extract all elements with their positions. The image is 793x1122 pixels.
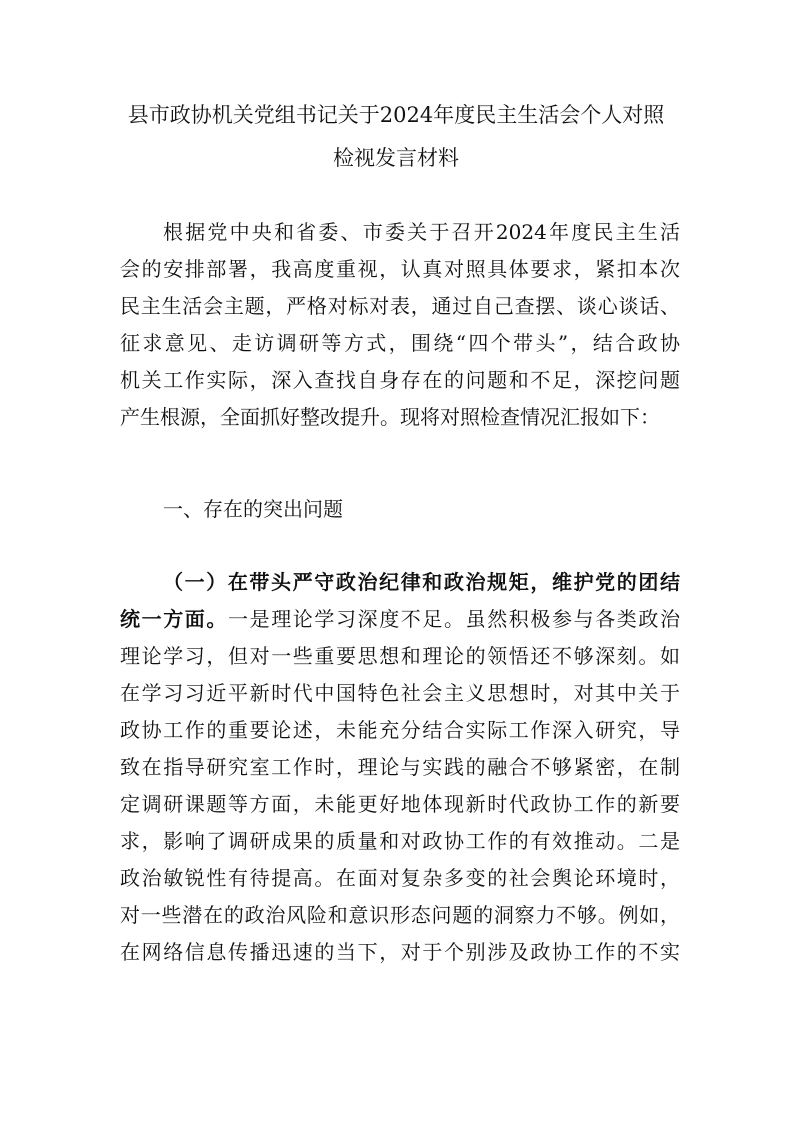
subsection-paragraph-line: 求，影响了调研成果的质量和对政协工作的有效推动。二是 (120, 829, 680, 853)
subsection-paragraph-line: 理论学习，但对一些重要思想和理论的领悟还不够深刻。如 (120, 644, 680, 668)
subsection-heading-tail: 统一方面。 (120, 607, 228, 631)
document-title-line-2: 检视发言材料 (333, 146, 459, 170)
intro-paragraph-line: 根据党中央和省委、市委关于召开2024年度民主生活 (163, 220, 680, 244)
subsection-paragraph-line: 政治敏锐性有待提高。在面对复杂多变的社会舆论环境时， (120, 866, 680, 890)
subsection-paragraph-line: 对一些潜在的政治风险和意识形态问题的洞察力不够。例如， (120, 903, 680, 927)
subsection-heading: （一）在带头严守政治纪律和政治规矩，维护党的团结 (163, 570, 680, 594)
section-heading: 一、存在的突出问题 (163, 497, 343, 521)
intro-paragraph-line: 民主生活会主题，严格对标对表，通过自己查摆、谈心谈话、 (120, 294, 680, 318)
intro-paragraph-line: 征求意见、走访调研等方式，围绕“四个带头”，结合政协 (120, 331, 680, 355)
intro-paragraph-line: 会的安排部署，我高度重视，认真对照具体要求，紧扣本次 (120, 257, 680, 281)
subsection-paragraph-line: 定调研课题等方面，未能更好地体现新时代政协工作的新要 (120, 792, 680, 816)
intro-paragraph-line: 机关工作实际，深入查找自身存在的问题和不足，深挖问题 (120, 368, 680, 392)
subsection-paragraph-line (120, 606, 680, 632)
subsection-paragraph-line: 在学习习近平新时代中国特色社会主义思想时，对其中关于 (120, 681, 680, 705)
subsection-paragraph-line: 致在指导研究室工作时，理论与实践的融合不够紧密，在制 (120, 755, 680, 779)
subsection-text: 一是理论学习深度不足。虽然积极参与各类政治 (228, 607, 680, 631)
document-title-line-1: 县市政协机关党组书记关于2024年度民主生活会个人对照 (127, 103, 665, 127)
intro-paragraph-line: 产生根源，全面抓好整改提升。现将对照检查情况汇报如下： (120, 405, 660, 429)
subsection-paragraph-line: 政协工作的重要论述，未能充分结合实际工作深入研究，导 (120, 718, 680, 742)
subsection-paragraph-line: 在网络信息传播迅速的当下，对于个别涉及政协工作的不实 (120, 940, 680, 964)
